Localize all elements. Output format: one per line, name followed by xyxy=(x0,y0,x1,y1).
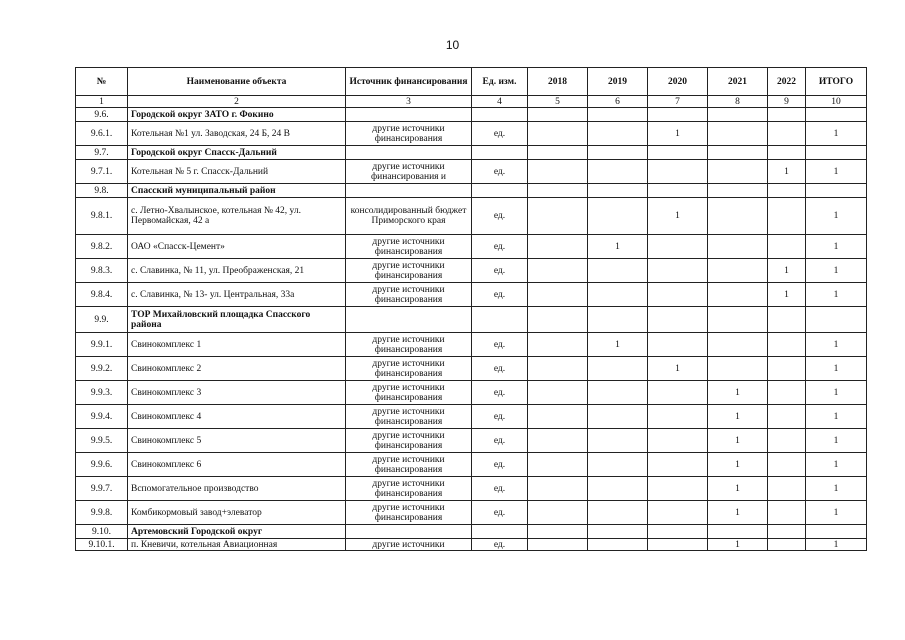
value-2022 xyxy=(768,357,806,381)
group-row xyxy=(76,146,867,160)
total-cell xyxy=(806,146,867,160)
value-2022 xyxy=(768,501,806,525)
value-2021: 1 xyxy=(708,453,768,477)
unit-cell: ед. xyxy=(472,405,528,429)
group-row xyxy=(76,307,867,333)
column-number: 3 xyxy=(346,96,472,108)
value-2020 xyxy=(648,453,708,477)
value-2022: 1 xyxy=(768,160,806,184)
unit-cell xyxy=(472,146,528,160)
total-cell: 1 xyxy=(806,235,867,259)
value-2021 xyxy=(708,307,768,333)
value-2018 xyxy=(528,477,588,501)
value-2019 xyxy=(588,198,648,235)
group-name: Городской округ ЗАТО г. Фокино xyxy=(128,108,346,122)
table-row xyxy=(76,539,867,551)
object-name: Свинокомплекс 1 xyxy=(128,333,346,357)
row-code: 9.9. xyxy=(76,307,128,333)
value-2022 xyxy=(768,184,806,198)
value-2019 xyxy=(588,429,648,453)
table-row xyxy=(76,357,867,381)
table-row xyxy=(76,198,867,235)
value-2018 xyxy=(528,146,588,160)
value-2018 xyxy=(528,539,588,551)
value-2019 xyxy=(588,405,648,429)
total-cell: 1 xyxy=(806,477,867,501)
value-2018 xyxy=(528,453,588,477)
value-2022 xyxy=(768,405,806,429)
header-cell-name: Наименование объекта xyxy=(128,68,346,96)
value-2020 xyxy=(648,160,708,184)
source-cell: другие источники финансирования xyxy=(346,357,472,381)
object-name: Котельная №1 ул. Заводская, 24 Б, 24 В xyxy=(128,122,346,146)
unit-cell: ед. xyxy=(472,259,528,283)
group-name: ТОР Михайловский площадка Спасского района xyxy=(128,307,346,333)
unit-cell: ед. xyxy=(472,501,528,525)
column-number: 4 xyxy=(472,96,528,108)
value-2021 xyxy=(708,333,768,357)
value-2018 xyxy=(528,108,588,122)
value-2018 xyxy=(528,429,588,453)
column-number: 5 xyxy=(528,96,588,108)
value-2021 xyxy=(708,357,768,381)
row-code: 9.6.1. xyxy=(76,122,128,146)
unit-cell: ед. xyxy=(472,381,528,405)
value-2020: 1 xyxy=(648,198,708,235)
value-2019 xyxy=(588,160,648,184)
header-cell-source: Источник финансирования xyxy=(346,68,472,96)
value-2020 xyxy=(648,235,708,259)
value-2021: 1 xyxy=(708,501,768,525)
value-2020 xyxy=(648,539,708,551)
header-cell-total: ИТОГО xyxy=(806,68,867,96)
header-cell-2022: 2022 xyxy=(768,68,806,96)
value-2021 xyxy=(708,525,768,539)
header-cell-2020: 2020 xyxy=(648,68,708,96)
value-2021 xyxy=(708,160,768,184)
value-2020 xyxy=(648,283,708,307)
table-row xyxy=(76,405,867,429)
value-2022 xyxy=(768,453,806,477)
column-number: 2 xyxy=(128,96,346,108)
total-cell: 1 xyxy=(806,429,867,453)
value-2022 xyxy=(768,333,806,357)
group-name: Городской округ Спасск-Дальний xyxy=(128,146,346,160)
value-2019 xyxy=(588,381,648,405)
value-2018 xyxy=(528,283,588,307)
object-name: Вспомогательное производство xyxy=(128,477,346,501)
unit-cell: ед. xyxy=(472,333,528,357)
value-2020 xyxy=(648,108,708,122)
source-cell xyxy=(346,525,472,539)
column-number: 7 xyxy=(648,96,708,108)
value-2019 xyxy=(588,184,648,198)
value-2020 xyxy=(648,525,708,539)
value-2019 xyxy=(588,122,648,146)
objects-table xyxy=(75,67,867,551)
header-row xyxy=(76,68,867,96)
row-code: 9.8.2. xyxy=(76,235,128,259)
value-2021: 1 xyxy=(708,405,768,429)
value-2018 xyxy=(528,381,588,405)
value-2019 xyxy=(588,525,648,539)
object-name: ОАО «Спасск-Цемент» xyxy=(128,235,346,259)
row-code: 9.9.5. xyxy=(76,429,128,453)
unit-cell: ед. xyxy=(472,453,528,477)
unit-cell: ед. xyxy=(472,160,528,184)
object-name: Свинокомплекс 2 xyxy=(128,357,346,381)
value-2020 xyxy=(648,405,708,429)
value-2019 xyxy=(588,477,648,501)
total-cell xyxy=(806,525,867,539)
source-cell: другие источники финансирования xyxy=(346,235,472,259)
column-number: 8 xyxy=(708,96,768,108)
source-cell: другие источники финансирования xyxy=(346,477,472,501)
value-2018 xyxy=(528,122,588,146)
total-cell: 1 xyxy=(806,122,867,146)
row-code: 9.7.1. xyxy=(76,160,128,184)
value-2022 xyxy=(768,198,806,235)
value-2019 xyxy=(588,146,648,160)
value-2019: 1 xyxy=(588,333,648,357)
value-2020: 1 xyxy=(648,357,708,381)
unit-cell xyxy=(472,525,528,539)
value-2021 xyxy=(708,122,768,146)
value-2022 xyxy=(768,108,806,122)
table-row xyxy=(76,333,867,357)
source-cell: другие источники финансирования xyxy=(346,381,472,405)
total-cell xyxy=(806,108,867,122)
source-cell: другие источники финансирования xyxy=(346,122,472,146)
unit-cell: ед. xyxy=(472,235,528,259)
table-row xyxy=(76,259,867,283)
value-2020 xyxy=(648,501,708,525)
source-cell xyxy=(346,307,472,333)
object-name: Котельная № 5 г. Спасск-Дальний xyxy=(128,160,346,184)
table-row xyxy=(76,160,867,184)
row-code: 9.9.7. xyxy=(76,477,128,501)
total-cell: 1 xyxy=(806,381,867,405)
total-cell: 1 xyxy=(806,501,867,525)
source-cell xyxy=(346,146,472,160)
source-cell: другие источники финансирования xyxy=(346,259,472,283)
source-cell: другие источники финансирования xyxy=(346,283,472,307)
column-number-row xyxy=(76,96,867,108)
object-name: Свинокомплекс 6 xyxy=(128,453,346,477)
row-code: 9.9.3. xyxy=(76,381,128,405)
total-cell xyxy=(806,307,867,333)
object-name: Свинокомплекс 5 xyxy=(128,429,346,453)
unit-cell: ед. xyxy=(472,539,528,551)
table-row xyxy=(76,477,867,501)
source-cell: другие источники финансирования xyxy=(346,501,472,525)
value-2021 xyxy=(708,259,768,283)
value-2019 xyxy=(588,453,648,477)
object-name: п. Кневичи, котельная Авиационная xyxy=(128,539,346,551)
value-2020 xyxy=(648,429,708,453)
total-cell: 1 xyxy=(806,453,867,477)
group-row xyxy=(76,525,867,539)
total-cell: 1 xyxy=(806,283,867,307)
value-2022 xyxy=(768,539,806,551)
value-2021 xyxy=(708,146,768,160)
value-2019 xyxy=(588,307,648,333)
row-code: 9.8.3. xyxy=(76,259,128,283)
table-row xyxy=(76,283,867,307)
value-2020 xyxy=(648,184,708,198)
value-2018 xyxy=(528,235,588,259)
unit-cell: ед. xyxy=(472,429,528,453)
table-row xyxy=(76,235,867,259)
header-cell-2019: 2019 xyxy=(588,68,648,96)
value-2020: 1 xyxy=(648,122,708,146)
source-cell: другие источники финансирования xyxy=(346,405,472,429)
unit-cell xyxy=(472,307,528,333)
unit-cell: ед. xyxy=(472,477,528,501)
column-number: 10 xyxy=(806,96,867,108)
source-cell: другие источники финансирования xyxy=(346,333,472,357)
value-2019 xyxy=(588,108,648,122)
value-2021: 1 xyxy=(708,477,768,501)
value-2022 xyxy=(768,429,806,453)
value-2021 xyxy=(708,283,768,307)
value-2019 xyxy=(588,283,648,307)
table-body xyxy=(76,108,867,551)
object-name: с. Славинка, № 11, ул. Преображенская, 21 xyxy=(128,259,346,283)
value-2021 xyxy=(708,235,768,259)
value-2018 xyxy=(528,501,588,525)
value-2018 xyxy=(528,184,588,198)
row-code: 9.9.2. xyxy=(76,357,128,381)
value-2019 xyxy=(588,539,648,551)
total-cell: 1 xyxy=(806,357,867,381)
row-code: 9.10.1. xyxy=(76,539,128,551)
value-2021: 1 xyxy=(708,429,768,453)
value-2022 xyxy=(768,525,806,539)
column-number: 1 xyxy=(76,96,128,108)
page-number: 10 xyxy=(445,38,460,52)
header-cell-2018: 2018 xyxy=(528,68,588,96)
value-2019 xyxy=(588,501,648,525)
value-2020 xyxy=(648,307,708,333)
value-2018 xyxy=(528,405,588,429)
value-2019: 1 xyxy=(588,235,648,259)
source-cell: другие источники xyxy=(346,539,472,551)
source-cell xyxy=(346,108,472,122)
row-code: 9.9.1. xyxy=(76,333,128,357)
value-2018 xyxy=(528,525,588,539)
unit-cell xyxy=(472,108,528,122)
table-row xyxy=(76,429,867,453)
value-2022 xyxy=(768,477,806,501)
value-2021 xyxy=(708,198,768,235)
unit-cell: ед. xyxy=(472,122,528,146)
column-number: 6 xyxy=(588,96,648,108)
value-2022 xyxy=(768,122,806,146)
object-name: с. Летно-Хвалынское, котельная № 42, ул. Первомайская, 42 а xyxy=(128,198,346,235)
value-2019 xyxy=(588,357,648,381)
value-2018 xyxy=(528,198,588,235)
value-2020 xyxy=(648,477,708,501)
value-2021 xyxy=(708,108,768,122)
table-row xyxy=(76,453,867,477)
row-code: 9.9.6. xyxy=(76,453,128,477)
value-2022: 1 xyxy=(768,283,806,307)
value-2020 xyxy=(648,259,708,283)
value-2021: 1 xyxy=(708,381,768,405)
value-2022: 1 xyxy=(768,259,806,283)
row-code: 9.9.8. xyxy=(76,501,128,525)
value-2022 xyxy=(768,307,806,333)
value-2022 xyxy=(768,381,806,405)
object-name: Свинокомплекс 3 xyxy=(128,381,346,405)
total-cell: 1 xyxy=(806,259,867,283)
row-code: 9.6. xyxy=(76,108,128,122)
row-code: 9.8. xyxy=(76,184,128,198)
value-2019 xyxy=(588,259,648,283)
group-name: Спасский муниципальный район xyxy=(128,184,346,198)
value-2018 xyxy=(528,357,588,381)
group-row xyxy=(76,108,867,122)
value-2021: 1 xyxy=(708,539,768,551)
source-cell: другие источники финансирования xyxy=(346,429,472,453)
unit-cell: ед. xyxy=(472,283,528,307)
row-code: 9.8.1. xyxy=(76,198,128,235)
value-2018 xyxy=(528,333,588,357)
value-2020 xyxy=(648,146,708,160)
total-cell: 1 xyxy=(806,198,867,235)
value-2018 xyxy=(528,307,588,333)
value-2020 xyxy=(648,333,708,357)
value-2022 xyxy=(768,235,806,259)
value-2020 xyxy=(648,381,708,405)
header-cell-unit: Ед. изм. xyxy=(472,68,528,96)
group-row xyxy=(76,184,867,198)
table-row xyxy=(76,381,867,405)
row-code: 9.7. xyxy=(76,146,128,160)
object-name: Комбикормовый завод+элеватор xyxy=(128,501,346,525)
source-cell: другие источники финансирования и xyxy=(346,160,472,184)
object-name: с. Славинка, № 13- ул. Центральная, 33а xyxy=(128,283,346,307)
unit-cell: ед. xyxy=(472,357,528,381)
table-row xyxy=(76,501,867,525)
source-cell: консолидированный бюджет Приморского края xyxy=(346,198,472,235)
unit-cell: ед. xyxy=(472,198,528,235)
column-number: 9 xyxy=(768,96,806,108)
total-cell: 1 xyxy=(806,160,867,184)
header-cell-2021: 2021 xyxy=(708,68,768,96)
value-2018 xyxy=(528,160,588,184)
row-code: 9.10. xyxy=(76,525,128,539)
value-2022 xyxy=(768,146,806,160)
source-cell: другие источники финансирования xyxy=(346,453,472,477)
total-cell: 1 xyxy=(806,539,867,551)
object-name: Свинокомплекс 4 xyxy=(128,405,346,429)
value-2021 xyxy=(708,184,768,198)
source-cell xyxy=(346,184,472,198)
header-cell-number: № xyxy=(76,68,128,96)
total-cell: 1 xyxy=(806,333,867,357)
value-2018 xyxy=(528,259,588,283)
total-cell: 1 xyxy=(806,405,867,429)
row-code: 9.9.4. xyxy=(76,405,128,429)
unit-cell xyxy=(472,184,528,198)
total-cell xyxy=(806,184,867,198)
table-row xyxy=(76,122,867,146)
group-name: Артемовский Городской округ xyxy=(128,525,346,539)
row-code: 9.8.4. xyxy=(76,283,128,307)
